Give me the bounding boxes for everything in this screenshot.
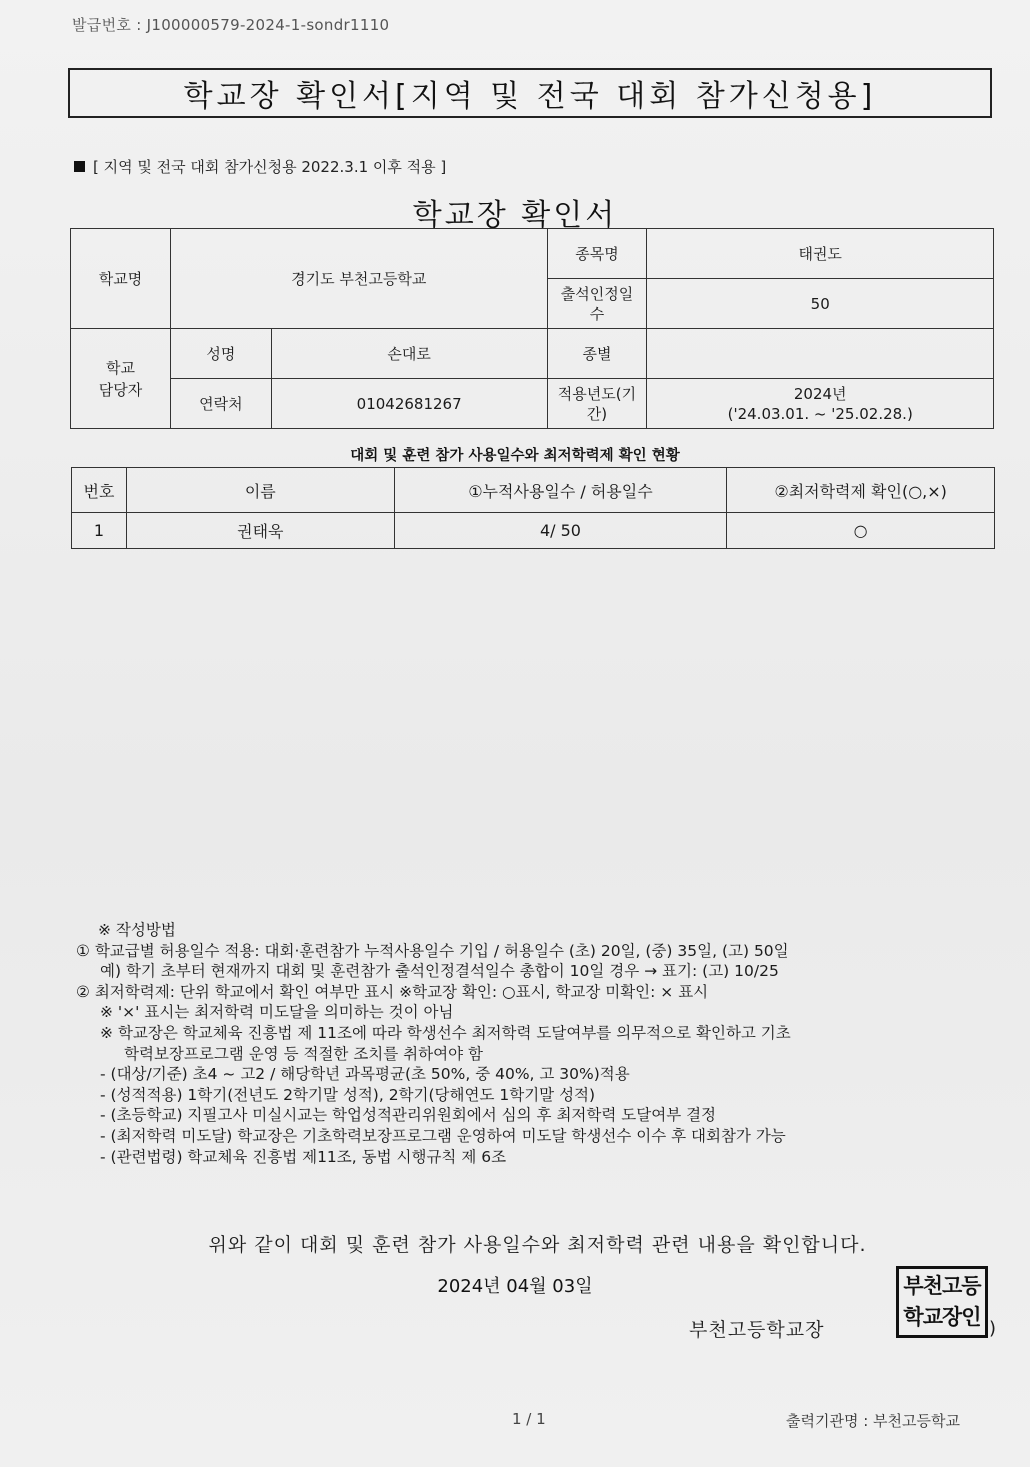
guide-line: ※ 학교장은 학교체육 진흥법 제 11조에 따라 학생선수 최저학력 도달여부를 의무적으로 확인하고 기초 — [100, 1023, 791, 1042]
usage-table — [71, 467, 995, 549]
table-row — [72, 513, 995, 549]
usage-header-academic: ②최저학력제 확인(○,×) — [727, 468, 995, 513]
attendance-value: 50 — [647, 279, 994, 329]
usage-header-number: 번호 — [72, 468, 127, 513]
manager-label: 학교 담당자 — [71, 329, 171, 429]
page-number: 1 / 1 — [512, 1410, 546, 1428]
usage-header-name: 이름 — [126, 468, 394, 513]
seal-paren: ) — [989, 1318, 997, 1339]
guide-line: - (관련법령) 학교체육 진흥법 제11조, 동법 시행규칙 제 6조 — [100, 1147, 507, 1166]
guide-line: 예) 학기 초부터 현재까지 대회 및 훈련참가 출석인정결석일수 총합이 10일 경우 → 표기: (고) 10/25 — [100, 962, 779, 981]
notice-text: [ 지역 및 전국 대회 참가신청용 2022.3.1 이후 적용 ] — [93, 158, 447, 176]
issue-number: 발급번호 : J100000579-2024-1-sondr1110 — [72, 16, 390, 34]
official-seal-icon — [896, 1266, 988, 1338]
guide-line: 학력보장프로그램 운영 등 적절한 조치를 취하여야 함 — [124, 1044, 483, 1063]
guide-line: ① 학교급별 허용일수 적용: 대회·훈련참가 누적사용일수 기입 / 허용일수 (초) 20일, (중) 35일, (고) 50일 — [76, 941, 789, 960]
usage-cell-days: 4/ 50 — [394, 513, 727, 549]
period-label: 적용년도(기간) — [547, 379, 647, 429]
usage-header-days: ①누적사용일수 / 허용일수 — [394, 468, 727, 513]
guide-line: - (대상/기준) 초4 ~ 고2 / 해당학년 과목평균(초 50%, 중 40%, 고 30%)적용 — [100, 1065, 630, 1084]
sport-value: 태권도 — [647, 229, 994, 279]
category-value — [647, 329, 994, 379]
usage-cell-number: 1 — [72, 513, 127, 549]
usage-cell-academic: ○ — [727, 513, 995, 549]
main-title: 학교장 확인서[지역 및 전국 대회 참가신청용] — [68, 68, 992, 118]
category-label: 종별 — [547, 329, 647, 379]
attendance-label: 출석인정일수 — [547, 279, 647, 329]
period-value — [647, 379, 994, 429]
guide-line: - (최저학력 미도달) 학교장은 기초학력보장프로그램 운영하여 미도달 학생선수 이수 후 대회참가 가능 — [100, 1126, 786, 1145]
name-label: 성명 — [170, 329, 271, 379]
name-value: 손대로 — [271, 329, 547, 379]
guide-heading: ※ 작성방법 — [98, 921, 176, 939]
usage-section-title: 대회 및 훈련 참가 사용일수와 최저학력제 확인 현황 — [350, 448, 680, 464]
square-bullet-icon — [74, 161, 85, 172]
contact-value: 01042681267 — [271, 379, 547, 429]
notice-line — [74, 156, 446, 177]
guide-line: ※ '×' 표시는 최저학력 미도달을 의미하는 것이 아님 — [100, 1003, 454, 1022]
guide-section — [76, 920, 956, 1167]
period-year: 2024년 — [793, 384, 847, 403]
guide-line: - (초등학교) 지필고사 미실시교는 학업성적관리위원회에서 심의 후 최저학력 도달여부 결정 — [100, 1106, 717, 1125]
principal-name: 부천고등학교장 — [689, 1319, 825, 1341]
footer-organization: 출력기관명 : 부천고등학교 — [786, 1412, 960, 1430]
contact-label: 연락처 — [170, 379, 271, 429]
issue-date: 2024년 04월 03일 — [437, 1276, 593, 1297]
guide-line: ② 최저학력제: 단위 학교에서 확인 여부만 표시 ※학교장 확인: ○표시, 학교장 미확인: × 표시 — [76, 982, 709, 1001]
school-label: 학교명 — [71, 229, 171, 329]
sport-label: 종목명 — [547, 229, 647, 279]
guide-line: - (성적적용) 1학기(전년도 2학기말 성적), 2학기(당해연도 1학기말 성적) — [100, 1085, 596, 1104]
info-table — [70, 228, 994, 429]
subtitle: 학교장 확인서 — [412, 198, 618, 233]
period-range: ('24.03.01. ~ '25.02.28.) — [727, 404, 913, 423]
seal-line-2: 학교장인 — [903, 1305, 981, 1329]
confirm-statement: 위와 같이 대회 및 훈련 참가 사용일수와 최저학력 관련 내용을 확인합니다. — [208, 1234, 867, 1256]
usage-cell-name: 권태욱 — [126, 513, 394, 549]
school-value: 경기도 부천고등학교 — [170, 229, 547, 329]
seal-line-1: 부천고등 — [903, 1274, 981, 1298]
